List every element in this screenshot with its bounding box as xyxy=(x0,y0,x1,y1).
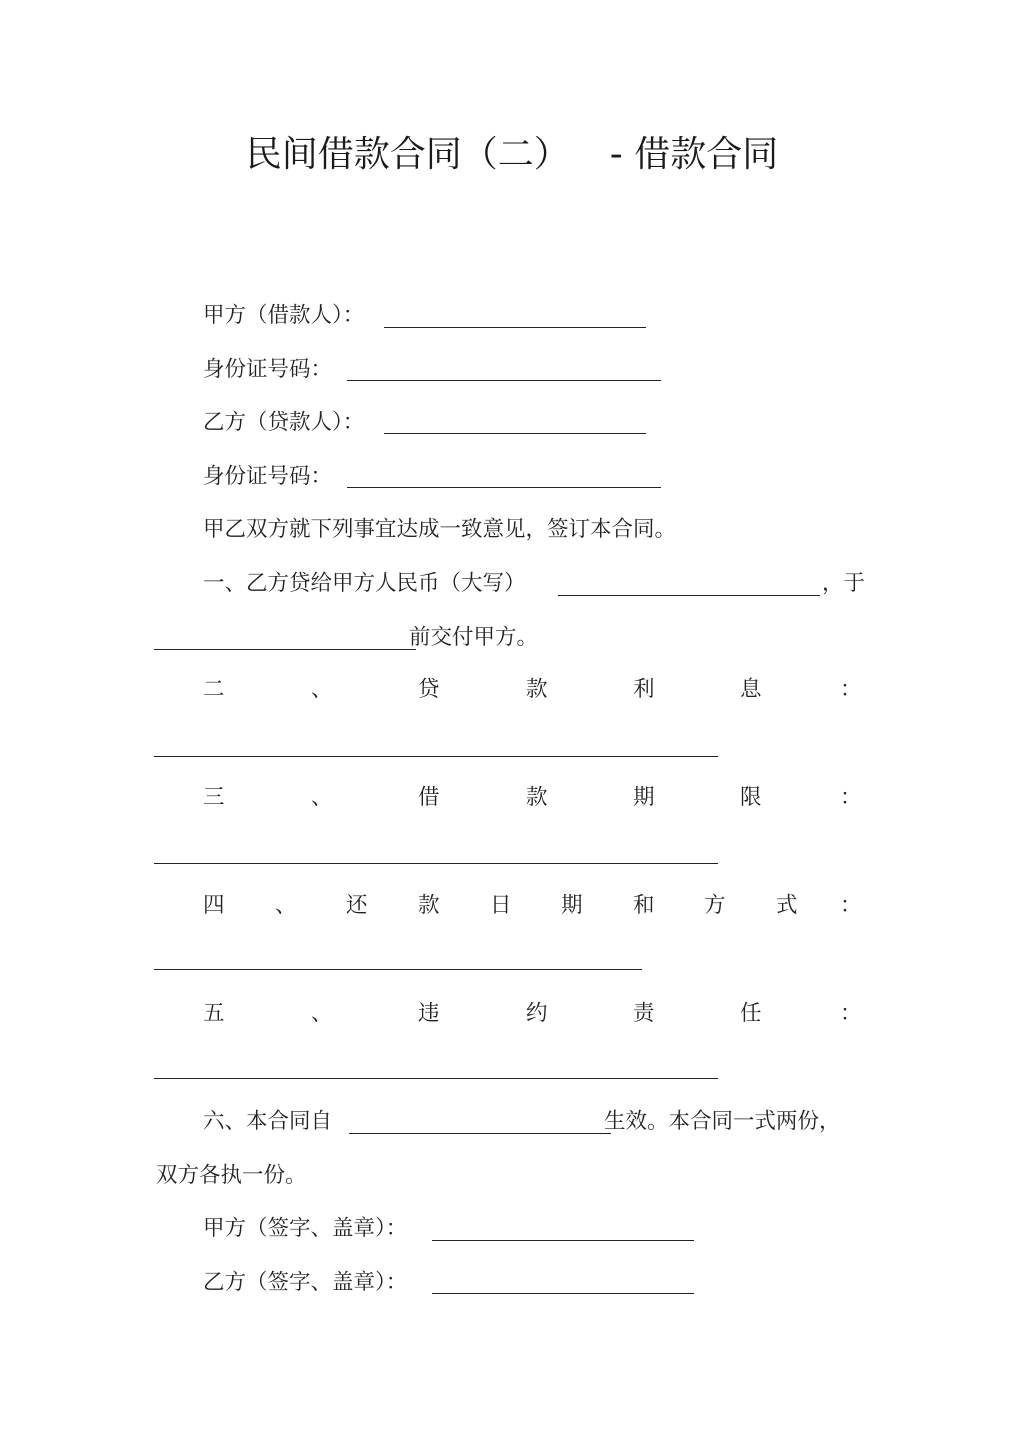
intro-text: 甲乙双方就下列事宜达成一致意见，签订本合同。 xyxy=(203,517,677,542)
clause3-char: 、 xyxy=(311,785,333,810)
clause3-char: 三 xyxy=(203,785,225,810)
clause5-char: 违 xyxy=(418,1001,440,1026)
party-b-id-blank[interactable] xyxy=(347,487,661,488)
clause4-char: ： xyxy=(840,893,862,918)
clause2-char: 二 xyxy=(203,677,225,702)
clause4-char: 式 xyxy=(776,893,798,918)
clause3-char: ： xyxy=(840,785,862,810)
clause6-date-blank[interactable] xyxy=(349,1133,611,1134)
clause2-blank[interactable] xyxy=(154,756,718,757)
clause4-char: 、 xyxy=(275,893,297,918)
clause1-date-blank[interactable] xyxy=(154,649,416,650)
clause3-char: 借 xyxy=(418,785,440,810)
clause4-blank[interactable] xyxy=(154,969,642,970)
clause6-cont: 双方各执一份。 xyxy=(156,1163,307,1188)
clause4-char: 四 xyxy=(203,893,225,918)
clause2-heading xyxy=(0,679,1024,703)
clause4-heading xyxy=(0,895,1024,919)
clause5-char: 约 xyxy=(526,1001,548,1026)
clause4-char: 款 xyxy=(418,893,440,918)
clause2-char: 贷 xyxy=(418,677,440,702)
sign-b-label: 乙方（签字、盖章）： xyxy=(203,1270,408,1295)
sign-b-blank[interactable] xyxy=(432,1293,694,1294)
clause5-char: 五 xyxy=(203,1001,225,1026)
clause4-char: 还 xyxy=(346,893,368,918)
clause4-char: 期 xyxy=(561,893,583,918)
party-b-label: 乙方（贷款人）： xyxy=(203,410,365,435)
clause3-char: 限 xyxy=(740,785,762,810)
clause6-prefix: 六、本合同自 xyxy=(203,1109,333,1134)
page-title: 民间借款合同（二） - 借款合同 xyxy=(245,134,779,175)
clause5-char: 任 xyxy=(740,1001,762,1026)
clause4-char: 方 xyxy=(704,893,726,918)
clause6-mid: 生效。本合同一式两份， xyxy=(604,1109,841,1134)
clause5-heading xyxy=(0,1003,1024,1027)
clause1-mid: ，于 xyxy=(822,571,866,596)
clause4-char: 和 xyxy=(633,893,655,918)
clause4-char: 日 xyxy=(490,893,512,918)
clause2-char: 利 xyxy=(633,677,655,702)
party-a-id-blank[interactable] xyxy=(347,380,661,381)
clause3-blank[interactable] xyxy=(154,863,718,864)
party-a-label: 甲方（借款人）： xyxy=(203,303,365,328)
clause5-blank[interactable] xyxy=(154,1078,718,1079)
party-a-blank[interactable] xyxy=(384,327,646,328)
clause5-char: ： xyxy=(840,1001,862,1026)
clause2-char: 息 xyxy=(740,677,762,702)
clause1-prefix: 一、乙方贷给甲方人民币（大写） xyxy=(203,571,526,596)
sign-a-label: 甲方（签字、盖章）： xyxy=(203,1216,408,1241)
party-b-id-label: 身份证号码： xyxy=(203,464,333,489)
clause1-amount-blank[interactable] xyxy=(558,595,820,596)
clause5-char: 责 xyxy=(633,1001,655,1026)
clause3-heading xyxy=(0,787,1024,811)
clause2-char: 款 xyxy=(526,677,548,702)
clause3-char: 款 xyxy=(526,785,548,810)
party-b-blank[interactable] xyxy=(384,433,646,434)
party-a-id-label: 身份证号码： xyxy=(203,357,333,382)
clause2-char: 、 xyxy=(311,677,333,702)
clause3-char: 期 xyxy=(633,785,655,810)
clause2-char: ： xyxy=(840,677,862,702)
sign-a-blank[interactable] xyxy=(432,1240,694,1241)
clause1-end: 前交付甲方。 xyxy=(409,625,539,650)
clause5-char: 、 xyxy=(311,1001,333,1026)
